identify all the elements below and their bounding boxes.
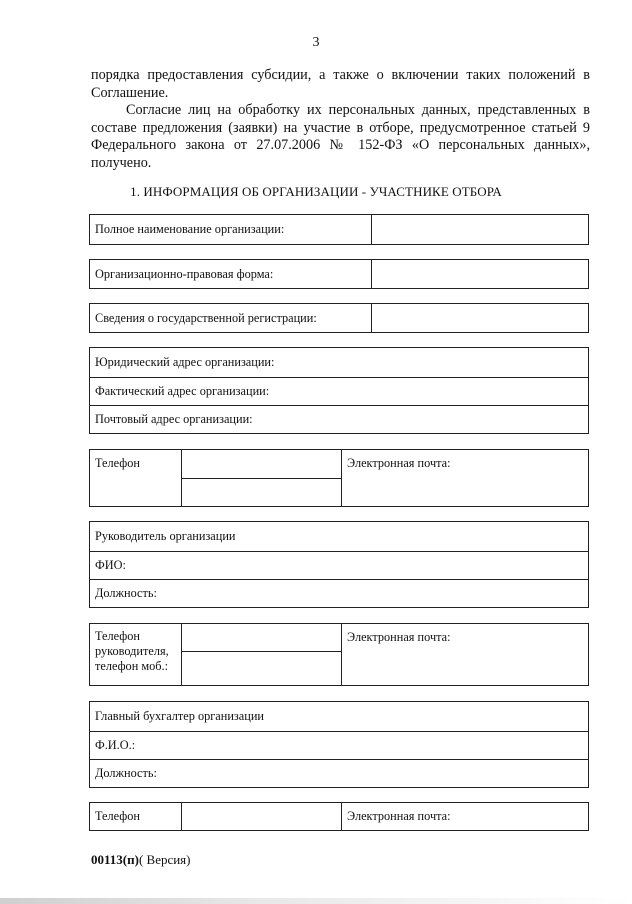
full-name-table — [89, 214, 589, 245]
form-version: ( Версия) — [138, 852, 191, 867]
full-name-label: Полное наименование организации: — [95, 222, 285, 236]
registration-field[interactable] — [372, 304, 588, 332]
legal-form-field[interactable] — [372, 260, 588, 288]
form-code — [91, 852, 191, 868]
accountant-email-field[interactable] — [342, 803, 588, 830]
accountant-position-row[interactable] — [90, 759, 588, 787]
head-phone-field-1[interactable] — [182, 624, 340, 651]
org-phone-field-2[interactable] — [182, 479, 340, 506]
accountant-table — [89, 701, 589, 788]
org-phone-field-1[interactable] — [182, 450, 340, 478]
accountant-title-row — [90, 702, 588, 731]
org-contacts-table — [89, 449, 589, 507]
head-table — [89, 521, 589, 608]
head-fio-label: ФИО: — [95, 558, 126, 572]
head-phone-label: Телефон руководителя, телефон моб.: — [95, 629, 169, 673]
actual-address-row[interactable] — [90, 377, 588, 405]
legal-form-label: Организационно-правовая форма: — [95, 266, 274, 281]
org-email-label: Электронная почта: — [347, 456, 451, 470]
head-phone-field-2[interactable] — [182, 652, 340, 685]
full-name-field[interactable] — [372, 215, 588, 244]
postal-address-label: Почтовый адрес организации: — [95, 412, 253, 426]
head-fio-row[interactable] — [90, 551, 588, 579]
accountant-phone-field[interactable] — [182, 803, 340, 830]
head-title-row — [90, 522, 588, 551]
paragraph-subsidy: порядка предоставления субсидии, а также о включении таких положений в Соглашение. — [91, 67, 590, 101]
form-code-number: 00113(п) — [91, 852, 139, 867]
head-email-field[interactable] — [342, 630, 588, 685]
accountant-email-label: Электронная почта: — [347, 809, 451, 823]
accountant-contacts-table — [89, 802, 589, 831]
legal-form-table — [89, 259, 589, 289]
accountant-fio-label: Ф.И.О.: — [95, 738, 136, 752]
registration-table — [89, 303, 589, 333]
org-phone-label: Телефон — [95, 456, 140, 470]
org-email-field[interactable] — [342, 456, 588, 506]
section-title: 1. ИНФОРМАЦИЯ ОБ ОРГАНИЗАЦИИ - УЧАСТНИКЕ ОТБОРА — [130, 184, 502, 199]
page-number: 3 — [312, 35, 320, 50]
actual-address-label: Фактический адрес организации: — [95, 384, 270, 398]
paragraph-consent: Согласие лиц на обработку их персональных данных, представленных в составе предложения (заявки) на участие в отборе, предусмотренное статьей 9 Федерального закона от 27.07.2006 № 152-ФЗ «О персональных данных», получено. — [91, 102, 590, 171]
accountant-position-label: Должность: — [95, 766, 157, 780]
accountant-phone-label: Телефон — [95, 809, 140, 823]
head-contacts-table — [89, 623, 589, 686]
legal-address-label: Юридический адрес организации: — [95, 355, 275, 369]
head-position-row[interactable] — [90, 579, 588, 607]
head-position-label: Должность: — [95, 586, 157, 600]
head-title: Руководитель организации — [95, 529, 236, 543]
legal-address-row[interactable] — [90, 348, 588, 377]
postal-address-row[interactable] — [90, 405, 588, 433]
accountant-title: Главный бухгалтер организации — [95, 709, 264, 723]
head-email-label: Электронная почта: — [347, 630, 451, 644]
scan-edge-artifact — [0, 898, 632, 904]
accountant-fio-row[interactable] — [90, 731, 588, 759]
addresses-table — [89, 347, 589, 434]
registration-label: Сведения о государственной регистрации: — [95, 310, 317, 325]
